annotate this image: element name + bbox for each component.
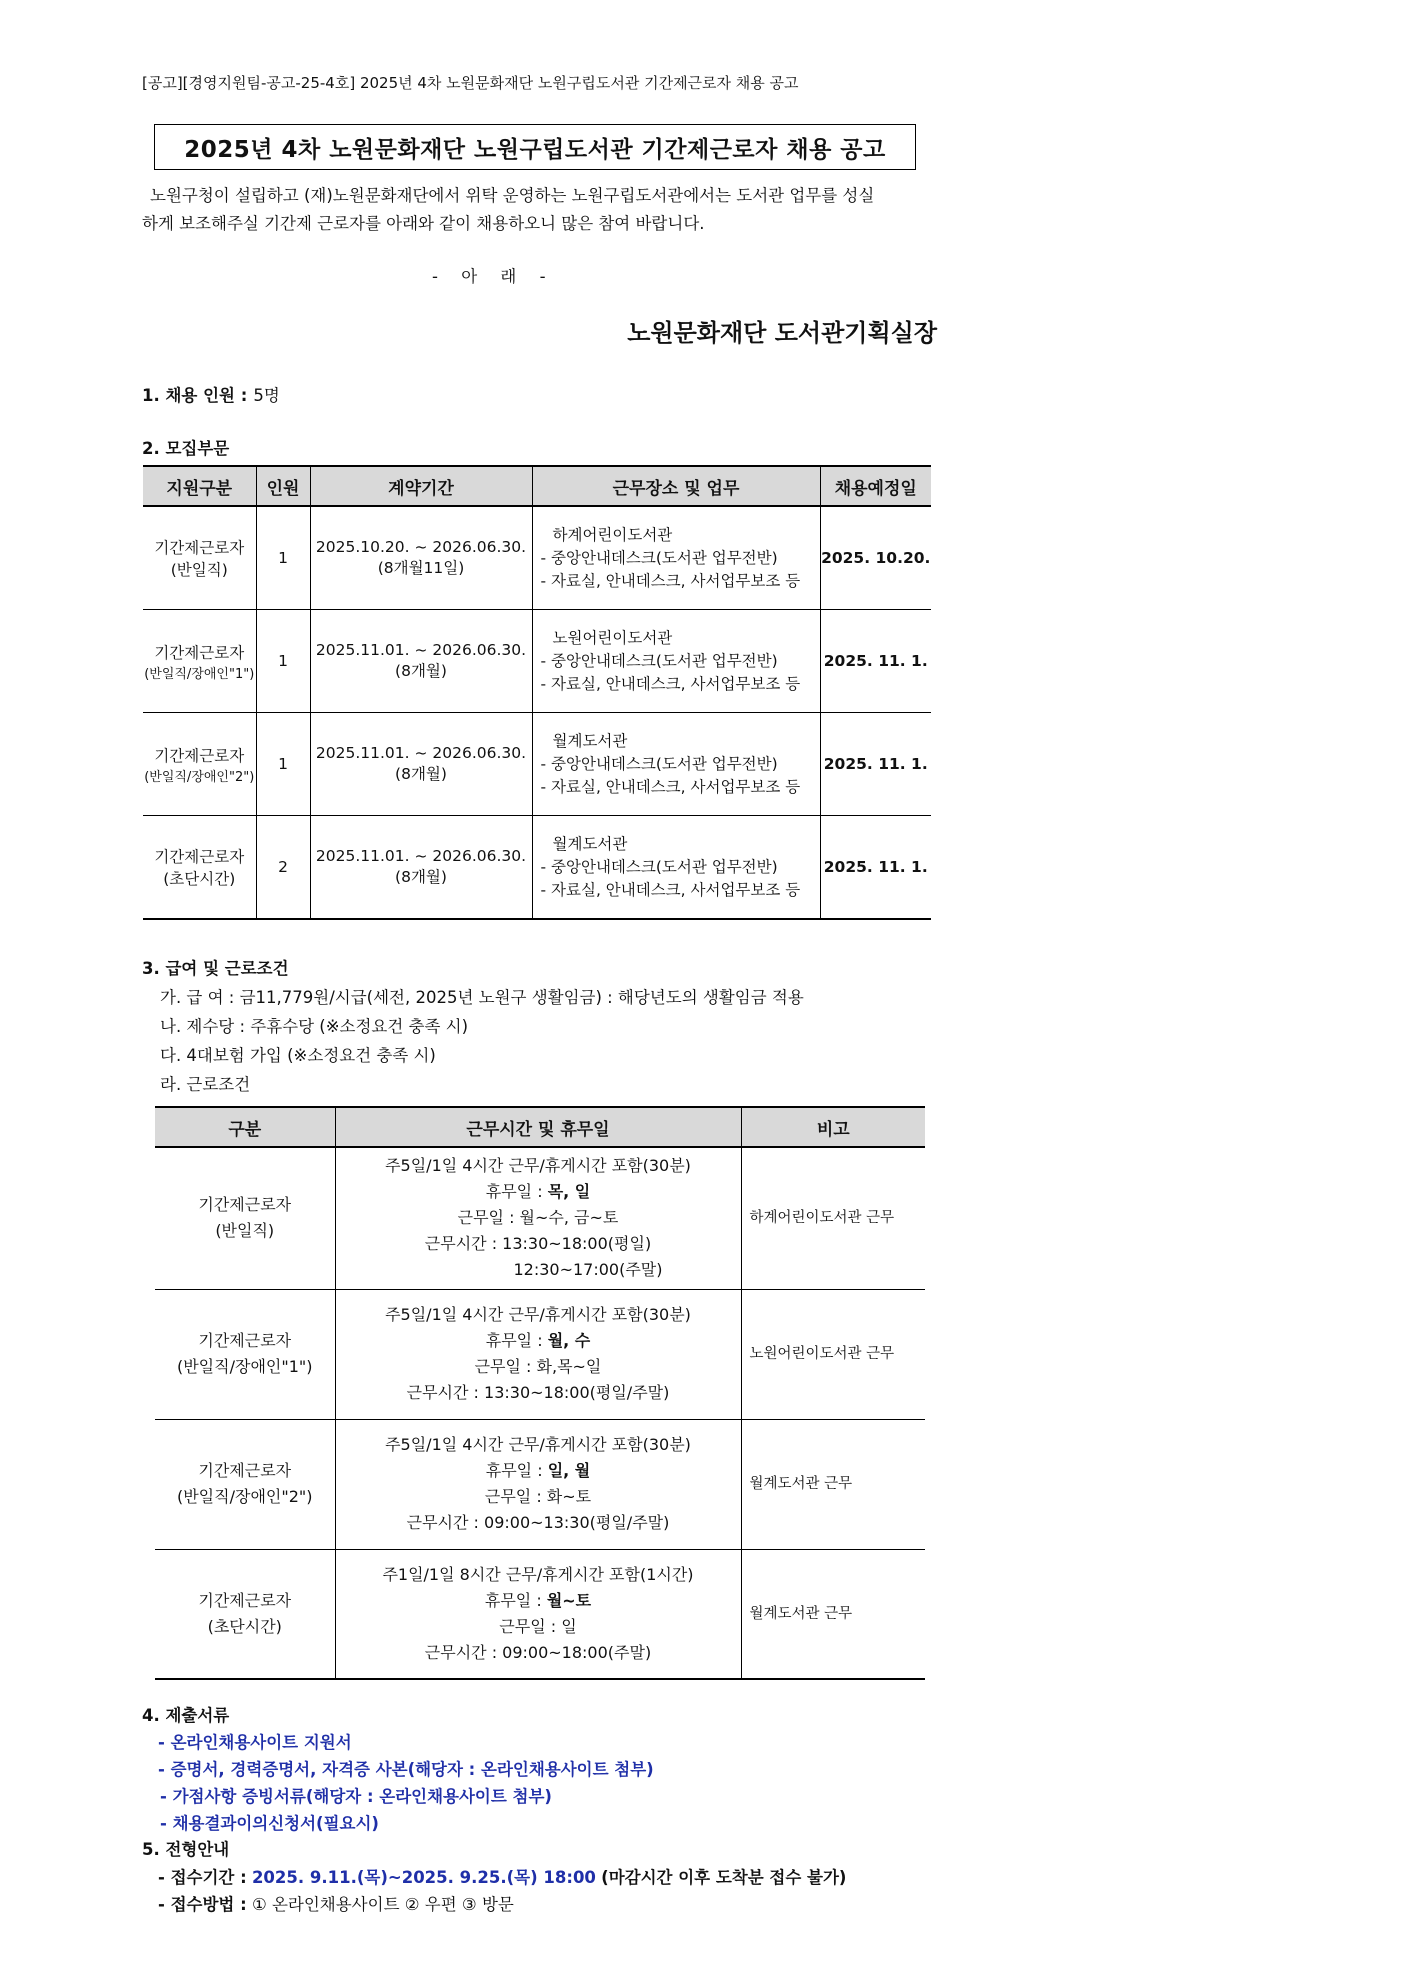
header-cell: 근무장소 및 업무 <box>532 466 820 506</box>
document-item: - 채용결과이의신청서(필요시) <box>160 1814 379 1833</box>
type-label: 기간제근로자 <box>154 848 245 866</box>
task-line: - 중앙안내데스크(도서관 업무전반) <box>540 754 778 773</box>
type-label: 기간제근로자 <box>154 746 245 765</box>
recruitment-table <box>143 465 931 920</box>
header-cell: 구분 <box>155 1107 335 1147</box>
task-line: - 자료실, 안내데스크, 사서업무보조 등 <box>540 571 801 590</box>
work-hours-weekend: 12:30~17:00(주말) <box>513 1260 663 1280</box>
type-sub: (반일직/장애인"2") <box>144 769 255 785</box>
note-cell: 노원어린이도서관 근무 <box>741 1289 925 1419</box>
off-days-label: 휴무일 : <box>485 1182 543 1202</box>
salary-line: 가. 급 여 : 금11,779원/시급(세전, 2025년 노원구 생활임금) : 해당년도의 생활임금 적용 <box>160 988 804 1007</box>
period-cell <box>310 816 532 920</box>
period-note: (마감시간 이후 도착분 접수 불가) <box>601 1868 847 1887</box>
count-cell: 1 <box>256 610 310 713</box>
section-1-value: 5명 <box>253 386 280 405</box>
date-cell: 2025. 10.20. <box>820 506 931 610</box>
off-days <box>336 1328 741 1354</box>
header-cell: 인원 <box>256 466 310 506</box>
work-hours: 근무시간 : 09:00~13:30(평일/주말) <box>406 1513 670 1532</box>
schedule-summary: 주5일/1일 4시간 근무/휴게시간 포함(30분) <box>385 1156 691 1176</box>
period-length: (8개월) <box>395 765 447 783</box>
work-days: 근무일 : 화,목~일 <box>474 1357 602 1376</box>
type-cell <box>155 1419 335 1549</box>
note-cell: 하계어린이도서관 근무 <box>741 1147 925 1289</box>
period-label: - 접수기간 : <box>158 1868 247 1887</box>
work-days: 근무일 : 월~수, 금~토 <box>457 1208 619 1228</box>
section-salary-label: 3. 급여 및 근로조건 <box>142 959 289 978</box>
type-sub: (반일직/장애인"2") <box>176 1487 313 1506</box>
count-cell: 1 <box>256 506 310 610</box>
type-sub: (반일직/장애인"1") <box>176 1357 313 1376</box>
ara-marker: - 아 래 - <box>432 267 546 286</box>
type-sub: (초단시간) <box>163 870 236 888</box>
period-length: (8개월11일) <box>377 559 465 577</box>
type-cell <box>143 713 256 816</box>
work-hours: 근무시간 : 09:00~18:00(주말) <box>424 1642 652 1662</box>
type-sub: (반일직) <box>170 561 228 579</box>
section-documents-label: 4. 제출서류 <box>142 1706 230 1725</box>
place-cell <box>532 713 820 816</box>
schedule-summary: 주5일/1일 4시간 근무/휴게시간 포함(30분) <box>385 1435 691 1454</box>
schedule-cell <box>335 1289 741 1419</box>
allowance-line: 나. 제수당 : 주휴수당 (※소정요건 충족 시) <box>160 1017 469 1036</box>
task-line: - 중앙안내데스크(도서관 업무전반) <box>540 857 778 876</box>
type-cell <box>143 816 256 920</box>
period-range: 2025.11.01. ~ 2026.06.30. <box>315 847 527 865</box>
insurance-line: 다. 4대보험 가입 (※소정요건 충족 시) <box>160 1046 436 1065</box>
task-line: - 중앙안내데스크(도서관 업무전반) <box>540 548 778 567</box>
schedule-cell <box>335 1147 741 1289</box>
period-cell <box>310 506 532 610</box>
schedule-summary: 주5일/1일 4시간 근무/휴게시간 포함(30분) <box>385 1305 691 1324</box>
section-screening-label: 5. 전형안내 <box>142 1840 230 1859</box>
off-days-label: 휴무일 : <box>484 1590 542 1610</box>
intro-line-2: 하게 보조해주실 기간제 근로자를 아래와 같이 채용하오니 많은 참여 바랍니다. <box>142 214 705 233</box>
table-row <box>143 506 931 610</box>
place-cell <box>532 816 820 920</box>
section-recruitment-label: 2. 모집부문 <box>142 439 230 458</box>
off-days-label: 휴무일 : <box>485 1331 543 1350</box>
type-label: 기간제근로자 <box>198 1195 292 1215</box>
header-cell: 비고 <box>741 1107 925 1147</box>
off-days-label: 휴무일 : <box>485 1461 543 1480</box>
document-item: - 온라인채용사이트 지원서 <box>158 1733 352 1752</box>
notice-reference: [공고][경영지원팀-공고-25-4호] 2025년 4차 노원문화재단 노원구립도서관 기간제근로자 채용 공고 <box>142 74 799 92</box>
table-header-row <box>155 1107 925 1147</box>
header-cell: 채용예정일 <box>820 466 931 506</box>
task-line: - 자료실, 안내데스크, 사서업무보조 등 <box>540 777 801 796</box>
work-conditions-line: 라. 근로조건 <box>160 1075 251 1094</box>
period-range: 2025.11.01. ~ 2026.06.30. <box>315 641 527 659</box>
document-item: - 증명서, 경력증명서, 자격증 사본(해당자 : 온라인채용사이트 첨부) <box>158 1760 654 1779</box>
date-cell: 2025. 11. 1. <box>820 816 931 920</box>
table-row <box>155 1549 925 1679</box>
section-hiring-count <box>142 382 280 406</box>
period-length: (8개월) <box>395 662 447 680</box>
header-cell: 근무시간 및 휴무일 <box>335 1107 741 1147</box>
type-label: 기간제근로자 <box>154 539 245 557</box>
count-cell: 1 <box>256 713 310 816</box>
type-sub: (초단시간) <box>207 1616 282 1636</box>
type-sub: (반일직) <box>215 1221 275 1241</box>
type-sub: (반일직/장애인"1") <box>144 666 255 682</box>
period-range: 2025.11.01. ~ 2026.06.30. <box>315 744 527 762</box>
table-row <box>143 816 931 920</box>
off-days-value: 월~토 <box>546 1590 592 1610</box>
type-cell <box>143 610 256 713</box>
work-conditions-table <box>155 1106 925 1680</box>
task-line: - 자료실, 안내데스크, 사서업무보조 등 <box>540 880 801 899</box>
place-cell <box>532 610 820 713</box>
date-cell: 2025. 11. 1. <box>820 713 931 816</box>
off-days-value: 월, 수 <box>547 1331 591 1350</box>
task-line: - 자료실, 안내데스크, 사서업무보조 등 <box>540 674 801 693</box>
table-row <box>143 610 931 713</box>
schedule-cell <box>335 1549 741 1679</box>
period-length: (8개월) <box>395 868 447 886</box>
period-cell <box>310 713 532 816</box>
intro-paragraph <box>142 182 932 238</box>
type-cell <box>155 1289 335 1419</box>
period-range: 2025.10.20. ~ 2026.06.30. <box>315 538 527 556</box>
schedule-cell <box>335 1419 741 1549</box>
work-hours: 근무시간 : 13:30~18:00(평일) <box>424 1234 652 1254</box>
date-cell: 2025. 11. 1. <box>820 610 931 713</box>
type-label: 기간제근로자 <box>198 1461 292 1480</box>
header-cell: 계약기간 <box>310 466 532 506</box>
section-1-label: 1. 채용 인원 : <box>142 386 248 405</box>
work-days: 근무일 : 화~토 <box>484 1487 592 1506</box>
type-cell <box>155 1549 335 1679</box>
type-cell <box>155 1147 335 1289</box>
off-days <box>336 1588 741 1614</box>
issuer-name: 노원문화재단 도서관기획실장 <box>627 319 937 347</box>
note-cell: 월계도서관 근무 <box>741 1419 925 1549</box>
type-label: 기간제근로자 <box>198 1590 292 1610</box>
off-days-value: 일, 월 <box>547 1461 591 1480</box>
work-days: 근무일 : 일 <box>499 1616 577 1636</box>
work-hours: 근무시간 : 13:30~18:00(평일/주말) <box>406 1383 670 1402</box>
method-value: ① 온라인채용사이트 ② 우편 ③ 방문 <box>251 1895 514 1914</box>
table-row <box>155 1289 925 1419</box>
header-cell: 지원구분 <box>143 466 256 506</box>
table-header-row <box>143 466 931 506</box>
type-label: 기간제근로자 <box>154 643 245 662</box>
off-days-value: 목, 일 <box>547 1182 591 1202</box>
place-name: 월계도서관 <box>552 834 628 853</box>
period-cell <box>310 610 532 713</box>
note-cell: 월계도서관 근무 <box>741 1549 925 1679</box>
schedule-summary: 주1일/1일 8시간 근무/휴게시간 포함(1시간) <box>382 1564 694 1584</box>
off-days <box>336 1179 741 1205</box>
page-title: 2025년 4차 노원문화재단 노원구립도서관 기간제근로자 채용 공고 <box>154 124 916 170</box>
intro-line-1: 노원구청이 설립하고 (재)노원문화재단에서 위탁 운영하는 노원구립도서관에서는 도서관 업무를 성실 <box>150 186 875 205</box>
table-row <box>155 1147 925 1289</box>
application-method <box>158 1891 514 1915</box>
table-row <box>143 713 931 816</box>
document-item: - 가점사항 증빙서류(해당자 : 온라인채용사이트 첨부) <box>160 1787 552 1806</box>
place-name: 하계어린이도서관 <box>552 525 673 544</box>
table-row <box>155 1419 925 1549</box>
place-name: 월계도서관 <box>552 731 628 750</box>
application-period <box>158 1864 846 1888</box>
method-label: - 접수방법 : <box>158 1895 247 1914</box>
count-cell: 2 <box>256 816 310 920</box>
type-label: 기간제근로자 <box>198 1331 292 1350</box>
off-days <box>336 1458 741 1484</box>
place-name: 노원어린이도서관 <box>552 628 673 647</box>
period-value: 2025. 9.11.(목)~2025. 9.25.(목) 18:00 <box>251 1868 596 1887</box>
task-line: - 중앙안내데스크(도서관 업무전반) <box>540 651 778 670</box>
type-cell <box>143 506 256 610</box>
place-cell <box>532 506 820 610</box>
